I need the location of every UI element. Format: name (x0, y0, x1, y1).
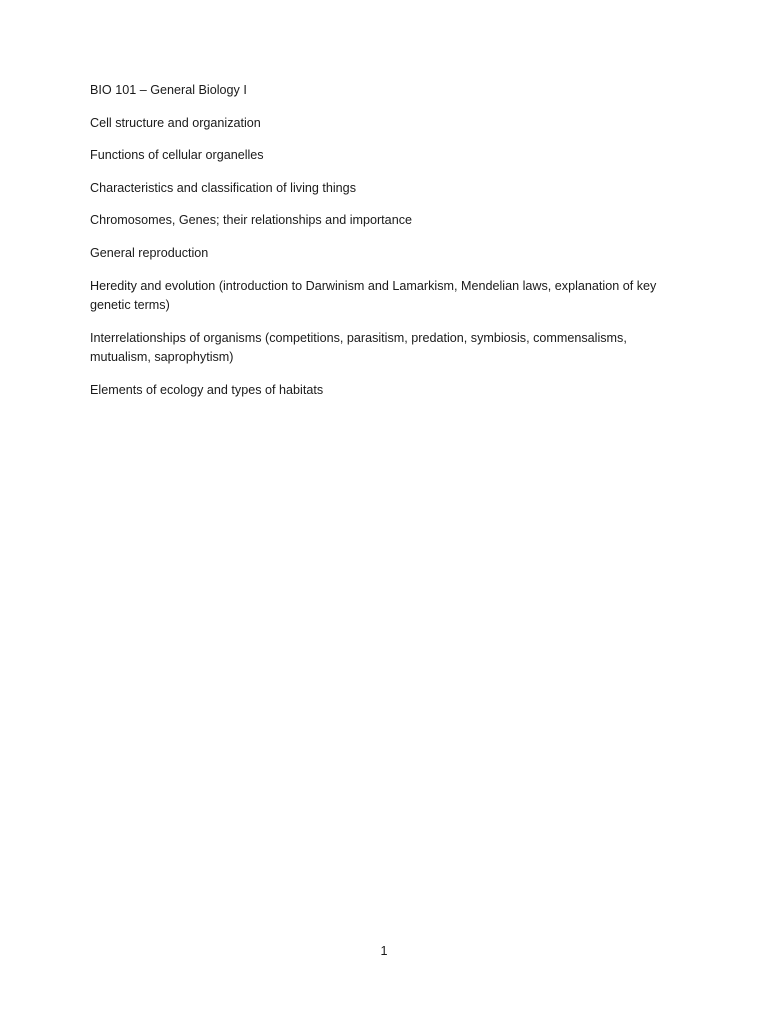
topic-paragraph: Cell structure and organization (90, 115, 261, 130)
topic-paragraph: Heredity and evolution (introduction to Darwinism and Lamarkism, Mendelian laws, explanation of key genetic terms) (90, 278, 657, 313)
course-title: BIO 101 – General Biology I (90, 83, 247, 97)
topic-paragraph: Functions of cellular organelles (90, 148, 264, 163)
topic-paragraph: Interrelationships of organisms (competitions, parasitism, predation, symbiosis, commensalisms, mutualism, saprophytism) (90, 330, 627, 365)
topic-paragraph: Chromosomes, Genes; their relationships and importance (90, 213, 412, 228)
topic-paragraph: Elements of ecology and types of habitats (90, 382, 324, 397)
topic-paragraph: General reproduction (90, 245, 209, 260)
topic-paragraph: Characteristics and classification of living things (90, 180, 356, 195)
document-body (90, 81, 680, 414)
page-number: 1 (380, 944, 388, 958)
